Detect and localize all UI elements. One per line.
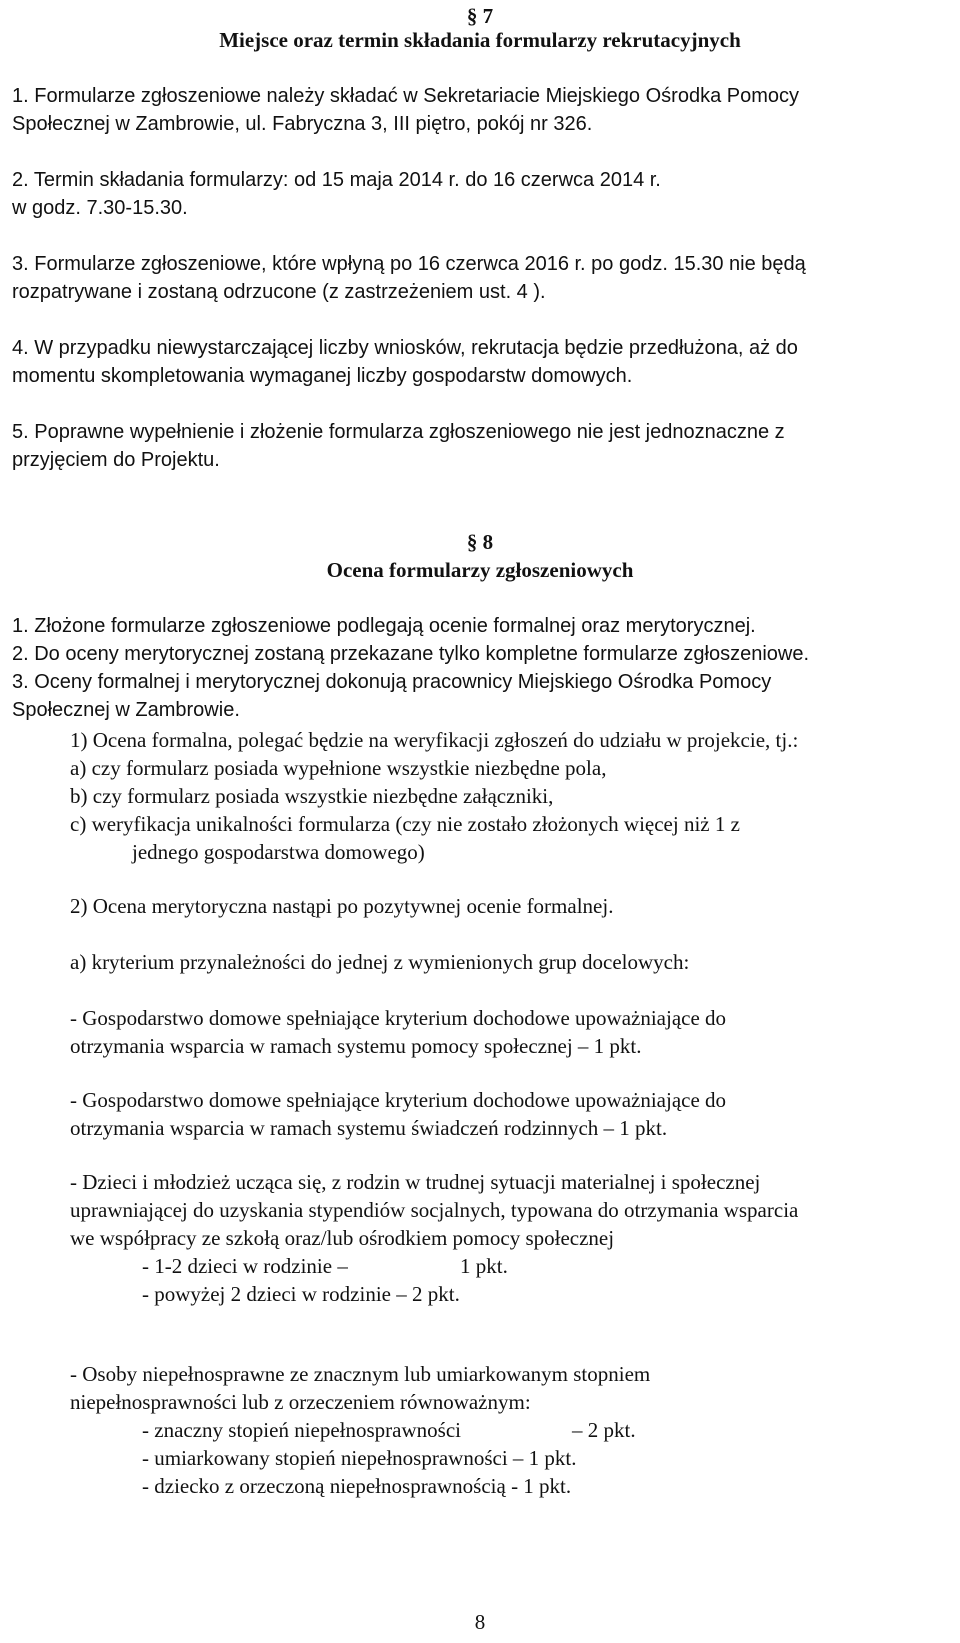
s7-p1-line1: 1. Formularze zgłoszeniowe należy składać w Sekretariacie Miejskiego Ośrodka Pomocy (12, 85, 799, 107)
s7-p3-line1: 3. Formularze zgłoszeniowe, które wpłyną po 16 czerwca 2016 r. po godz. 15.30 nie będą (12, 253, 806, 275)
page-number: 8 (474, 1610, 486, 1634)
s7-p2-line2: w godz. 7.30-15.30. (12, 197, 188, 219)
item3-line1: - Dzieci i młodzież ucząca się, z rodzin w trudnej sytuacji materialnej i społecznej (70, 1170, 761, 1194)
item2-line1: - Gospodarstwo domowe spełniające kryterium dochodowe upoważniające do (70, 1088, 727, 1112)
criterion-a: a) kryterium przynależności do jednej z wymienionych grup docelowych: (70, 950, 690, 974)
item4-line2: niepełnosprawności lub z orzeczeniem równoważnym: (70, 1390, 531, 1414)
item4-sub3: - dziecko z orzeczoną niepełnosprawnością - 1 pkt. (142, 1474, 572, 1498)
item4-sub2: - umiarkowany stopień niepełnosprawności – 1 pkt. (142, 1446, 577, 1470)
item3-sub2: - powyżej 2 dzieci w rodzinie – 2 pkt. (142, 1282, 460, 1306)
item4-sub1-label: - znaczny stopień niepełnosprawności (142, 1418, 461, 1442)
section-7-title: Miejsce oraz termin składania formularzy rekrutacyjnych (219, 28, 741, 52)
item3-sub1-points: 1 pkt. (460, 1254, 508, 1278)
item3-sub1-label: - 1-2 dzieci w rodzinie – (142, 1254, 348, 1278)
s7-p5-line2: przyjęciem do Projektu. (12, 449, 220, 471)
s7-p5-line1: 5. Poprawne wypełnienie i złożenie formularza zgłoszeniowego nie jest jednoznaczne z (12, 421, 785, 443)
item1-line2: otrzymania wsparcia w ramach systemu pomocy społecznej – 1 pkt. (70, 1034, 642, 1058)
s8-p3-line2: Społecznej w Zambrowie. (12, 699, 240, 721)
item4-line1: - Osoby niepełnosprawne ze znacznym lub umiarkowanym stopniem (70, 1362, 651, 1386)
item4-sub1-points: – 2 pkt. (572, 1418, 636, 1442)
item1-line1: - Gospodarstwo domowe spełniające kryterium dochodowe upoważniające do (70, 1006, 727, 1030)
s8-p3-line1: 3. Oceny formalnej i merytorycznej dokonują pracownicy Miejskiego Ośrodka Pomocy (12, 671, 772, 693)
formal-c-line1: c) weryfikacja unikalności formularza (czy nie zostało złożonych więcej niż 1 z (70, 812, 740, 836)
formal-intro: 1) Ocena formalna, polegać będzie na weryfikacji zgłoszeń do udziału w projekcie, tj.: (70, 728, 799, 752)
item3-line2: uprawniającej do uzyskania stypendiów socjalnych, typowana do otrzymania wsparcia (70, 1198, 799, 1222)
s7-p1-line2: Społecznej w Zambrowie, ul. Fabryczna 3, III piętro, pokój nr 326. (12, 113, 593, 135)
s7-p2-line1: 2. Termin składania formularzy: od 15 maja 2014 r. do 16 czerwca 2014 r. (12, 169, 661, 191)
formal-c-line2: jednego gospodarstwa domowego) (132, 840, 425, 864)
item2-line2: otrzymania wsparcia w ramach systemu świadczeń rodzinnych – 1 pkt. (70, 1116, 668, 1140)
s8-p2: 2. Do oceny merytorycznej zostaną przekazane tylko kompletne formularze zgłoszeniowe. (12, 643, 810, 665)
merit-intro: 2) Ocena merytoryczna nastąpi po pozytywnej ocenie formalnej. (70, 894, 614, 918)
s7-p4-line1: 4. W przypadku niewystarczającej liczby wniosków, rekrutacja będzie przedłużona, aż do (12, 337, 798, 359)
section-8-title: Ocena formularzy zgłoszeniowych (326, 558, 634, 582)
s8-p1: 1. Złożone formularze zgłoszeniowe podlegają ocenie formalnej oraz merytorycznej. (12, 615, 756, 637)
formal-b: b) czy formularz posiada wszystkie niezbędne załączniki, (70, 784, 554, 808)
s7-p3-line2: rozpatrywane i zostaną odrzucone (z zastrzeżeniem ust. 4 ). (12, 281, 546, 303)
section-8-number: § 8 (466, 530, 494, 554)
s7-p4-line2: momentu skompletowania wymaganej liczby gospodarstw domowych. (12, 365, 633, 387)
section-7-number: § 7 (466, 4, 494, 28)
item3-line3: we współpracy ze szkołą oraz/lub ośrodkiem pomocy społecznej (70, 1226, 615, 1250)
formal-a: a) czy formularz posiada wypełnione wszystkie niezbędne pola, (70, 756, 607, 780)
